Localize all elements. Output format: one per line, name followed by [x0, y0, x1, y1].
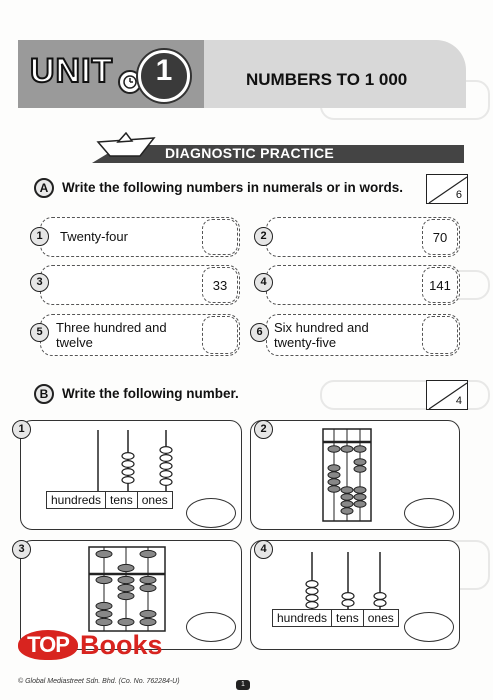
question-4-numeral: 141 [422, 267, 458, 303]
question-6-text: Six hundred and twenty-five [274, 320, 369, 350]
item-4-answer-oval[interactable] [404, 612, 454, 642]
section-b-badge: B [34, 384, 54, 404]
item-4-place-value-rods [272, 546, 412, 612]
logo-books-text: Books [80, 630, 163, 660]
unit-label: UNIT [30, 52, 114, 90]
item-1-answer-oval[interactable] [186, 498, 236, 528]
question-5-number: 5 [30, 323, 49, 342]
section-b-instruction: Write the following number. [62, 386, 239, 401]
question-3-numeral: 33 [202, 267, 238, 303]
unit-number: 1 [155, 54, 173, 87]
item-3-answer-oval[interactable] [186, 612, 236, 642]
item-1-place-value-labels [46, 491, 173, 509]
item-2-abacus [322, 428, 372, 522]
unit-title: NUMBERS TO 1 000 [246, 70, 408, 89]
item-4-ones-label: ones [367, 611, 394, 625]
page-number: 1 [236, 680, 250, 690]
question-1-number: 1 [30, 227, 49, 246]
item-3-number: 3 [12, 540, 31, 559]
copyright-notice: © Global Mediastreet Sdn. Bhd. (Co. No. 762284-U) [18, 678, 180, 685]
section-b-score-total: 4 [455, 395, 462, 407]
question-2-number: 2 [254, 227, 273, 246]
question-6-answer-field[interactable] [422, 316, 458, 354]
item-1-number: 1 [12, 420, 31, 439]
question-5-answer-field[interactable] [202, 316, 238, 354]
question-1-text: Twenty-four [60, 229, 128, 244]
section-a-score-total: 6 [455, 189, 462, 201]
question-1-answer-field[interactable] [202, 219, 238, 255]
question-3-number: 3 [30, 273, 49, 292]
paper-boat-icon [96, 132, 156, 158]
question-6-number: 6 [250, 323, 269, 342]
item-1-tens-label: tens [106, 492, 138, 508]
item-4-number: 4 [254, 540, 273, 559]
item-1-ones-label: ones [141, 493, 168, 507]
item-3-abacus [88, 546, 166, 632]
item-2-answer-oval[interactable] [404, 498, 454, 528]
section-a-score-box[interactable] [426, 174, 468, 204]
item-1-hundreds-label: hundreds [47, 492, 106, 508]
item-4-place-value-labels [272, 609, 399, 627]
diagnostic-banner-text: DIAGNOSTIC PRACTICE [165, 145, 335, 161]
item-1-place-value-rods [40, 428, 190, 494]
item-4-hundreds-label: hundreds [273, 610, 332, 626]
question-2-numeral: 70 [422, 219, 458, 255]
logo-top-text: TOP [18, 630, 78, 660]
section-b-score-box[interactable] [426, 380, 468, 410]
item-2-number: 2 [254, 420, 273, 439]
item-4-tens-label: tens [332, 610, 364, 626]
section-a-instruction: Write the following numbers in numerals or in words. [62, 180, 404, 195]
question-4-number: 4 [254, 273, 273, 292]
question-5-text: Three hundred and twelve [56, 320, 167, 350]
section-a-badge: A [34, 178, 54, 198]
